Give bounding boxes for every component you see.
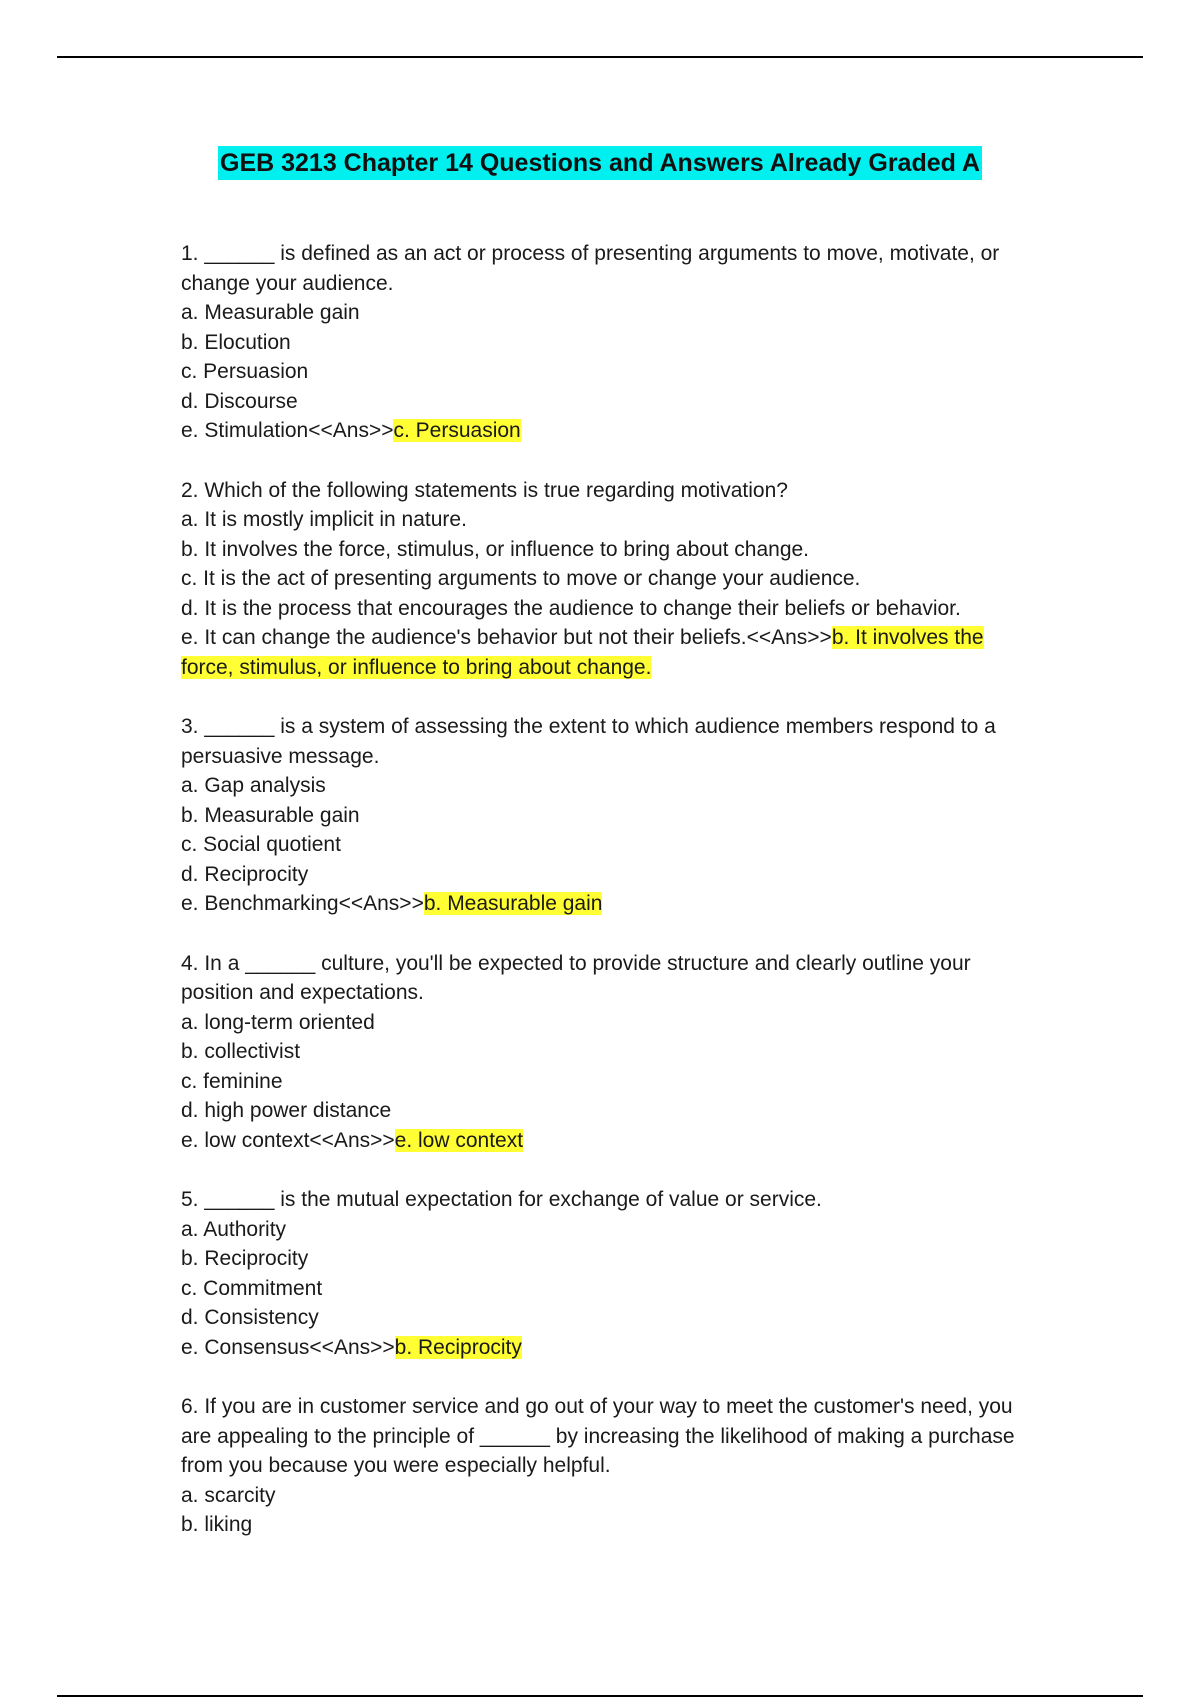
question-stem: 3. ______ is a system of assessing the extent to which audience members respond to a persuasive message. [181, 715, 996, 768]
bottom-rule [57, 1695, 1143, 1697]
option-e-with-answer [181, 889, 1041, 919]
option-e: e. Consensus [181, 1335, 310, 1359]
option-e-with-answer [181, 1126, 1041, 1156]
option-a: a. Authority [181, 1217, 287, 1241]
answer-highlight: b. It involves the force, stimulus, or influence to bring about change. [181, 626, 984, 679]
option-e-with-answer [181, 1333, 1041, 1363]
answer-highlight: b. Measurable gain [423, 892, 603, 915]
option-b: b. Elocution [181, 330, 291, 354]
question-3 [181, 712, 1041, 919]
document-title: GEB 3213 Chapter 14 Questions and Answers Already Graded A [218, 146, 982, 180]
question-stem: 1. ______ is defined as an act or process of presenting arguments to move, motivate, or change your audience. [181, 242, 1000, 295]
option-b: b. Measurable gain [181, 803, 360, 827]
answer-highlight: b. Reciprocity [394, 1335, 522, 1359]
question-2 [181, 476, 1041, 683]
option-a: a. long-term oriented [181, 1010, 375, 1034]
option-c: c. Social quotient [181, 833, 341, 856]
option-b: b. liking [181, 1513, 253, 1536]
question-4 [181, 949, 1041, 1156]
question-1 [181, 239, 1041, 446]
question-6 [181, 1392, 1041, 1540]
option-a: a. scarcity [181, 1483, 276, 1507]
answer-marker: <<Ans>> [308, 419, 394, 442]
option-e-with-answer [181, 416, 1041, 446]
answer-highlight: c. Persuasion [393, 419, 521, 442]
option-b: b. Reciprocity [181, 1247, 309, 1270]
question-stem: 4. In a ______ culture, you'll be expected to provide structure and clearly outline your position and expectations. [181, 951, 971, 1004]
question-stem: 5. ______ is the mutual expectation for exchange of value or service. [181, 1188, 822, 1211]
option-e: e. Stimulation [181, 419, 309, 442]
option-c: c. feminine [181, 1069, 283, 1093]
option-d: d. high power distance [181, 1099, 392, 1122]
question-stem: 6. If you are in customer service and go out of your way to meet the customer's need, you are appealing to the principle of ______ by increasing the likelihood of making a purchase from you because you were especially helpful. [181, 1395, 1015, 1477]
answer-highlight: e. low context [394, 1128, 524, 1152]
option-b: b. collectivist [181, 1040, 301, 1063]
answer-marker: <<Ans>> [309, 1128, 395, 1152]
answer-marker: <<Ans>> [338, 892, 424, 915]
question-5 [181, 1185, 1041, 1362]
option-a: a. Measurable gain [181, 301, 360, 324]
option-c: c. Persuasion [181, 360, 309, 383]
option-a: a. Gap analysis [181, 774, 326, 797]
option-e: e. low context [181, 1128, 310, 1152]
option-d: d. Reciprocity [181, 862, 309, 886]
option-b: b. It involves the force, stimulus, or influence to bring about change. [181, 537, 810, 561]
top-rule [57, 56, 1143, 58]
option-a: a. It is mostly implicit in nature. [181, 508, 467, 531]
answer-marker: <<Ans>> [309, 1335, 395, 1359]
title-container [0, 146, 1200, 180]
option-c: c. Commitment [181, 1276, 323, 1300]
question-stem: 2. Which of the following statements is true regarding motivation? [181, 478, 788, 502]
option-d: d. Discourse [181, 389, 298, 413]
option-e-with-answer [181, 623, 1041, 682]
questions-list [181, 239, 1041, 1570]
option-e: e. Benchmarking [181, 892, 339, 915]
answer-marker: <<Ans>> [746, 626, 832, 649]
option-e: e. It can change the audience's behavior but not their beliefs. [181, 626, 747, 649]
option-d: d. It is the process that encourages the audience to change their beliefs or behavior. [181, 596, 961, 620]
option-c: c. It is the act of presenting arguments to move or change your audience. [181, 567, 861, 590]
option-d: d. Consistency [181, 1306, 319, 1329]
